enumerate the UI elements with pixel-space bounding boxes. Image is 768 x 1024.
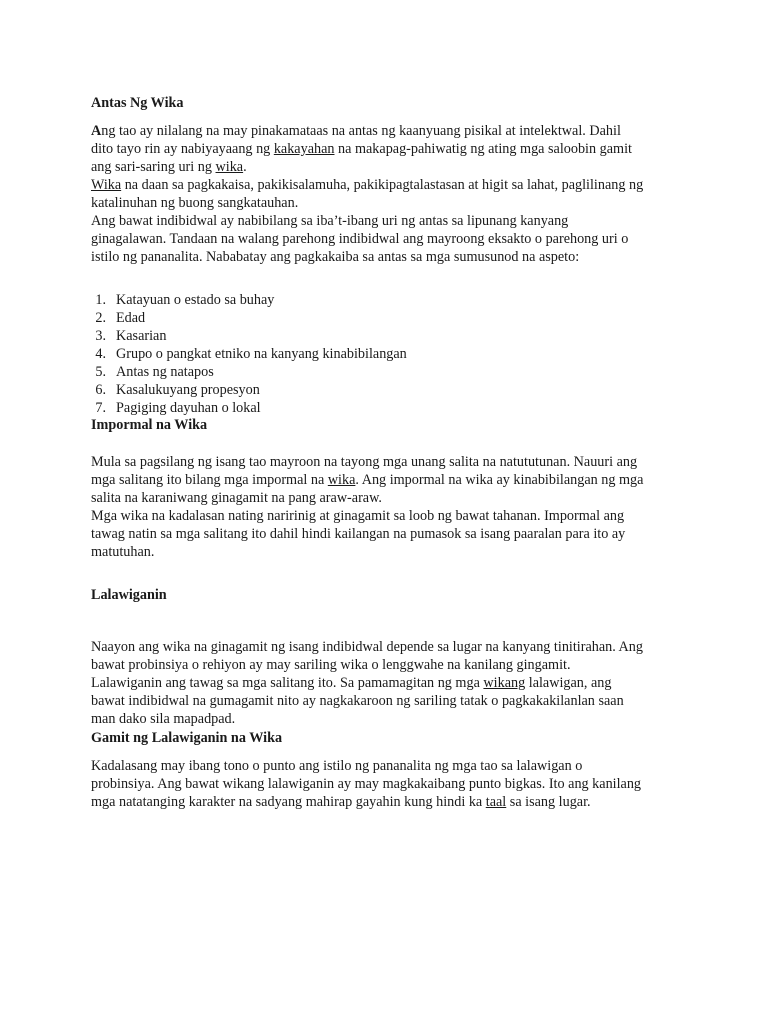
intro-paragraph: Ang tao ay nilalang na may pinakamataas na antas ng kaanyuang pisikal at intelektwal. Dahil dito tayo rin ay nabiyayaang ng kakayahan na makapag-pahiwatig ng ating mga saloobin gamit ang sari-saring uri ng wika. Wika na daan sa pagkakaisa, pakikisalamuha, pakikipagtalastasan at higit sa lahat, paglilinang ng katalinuhan ng buong sangkatauhan. Ang bawat indibidwal ay nabibilang sa iba’t-ibang uri ng antas sa lipunang kanyang ginagalawan. Tandaan na walang parehong indibidwal ang mayroong eksakto o parehong uri o istilo ng pananalita. Nababatay ang pagkakaiba sa antas sa mga sumusunod na aspeto:: [91, 123, 644, 265]
doc-title: Antas Ng Wika: [91, 95, 184, 111]
link-kakayahan[interactable]: kakayahan: [273, 141, 335, 157]
heading-impormal: Impormal na Wika: [91, 417, 208, 433]
list-item: 6. Kasalukuyang propesyon: [95, 382, 260, 398]
link-wika-3[interactable]: wika: [327, 472, 356, 488]
heading-lalawiganin: Lalawiganin: [91, 587, 167, 603]
gamit-paragraph: Kadalasang may ibang tono o punto ang istilo ng pananalita ng mga tao sa lalawigan o probinsiya. Ang bawat wikang lalawiganin ay may magkakaibang punto bigkas. Ito ang kanilang mga natatanging karakter na sadyang mahirap gayahin kung hindi ka taal sa isang lugar.: [91, 758, 642, 810]
aspects-list: [91, 291, 691, 417]
impormal-paragraph: Mula sa pagsilang ng isang tao mayroon na tayong mga unang salita na natututunan. Nauuri ang mga salitang ito bilang mga impormal na wika. Ang impormal na wika ay kinabibilangan ng mga salita na karaniwang ginagamit na pang araw-araw. Mga wika na kadalasan nating naririnig at ginagamit sa loob ng bawat tahanan. Impormal ang tawag natin sa mga salitang ito dahil hindi kailangan na pumasok sa isang paaralan para ito ay matutuhan.: [91, 454, 644, 560]
list-item: 1. Katayuan o estado sa buhay: [95, 292, 275, 308]
heading-gamit: Gamit ng Lalawiganin na Wika: [91, 730, 283, 746]
list-item: 4. Grupo o pangkat etniko na kanyang kinabibilangan: [95, 346, 407, 362]
link-taal[interactable]: taal: [485, 794, 507, 810]
list-item: 3. Kasarian: [95, 328, 167, 344]
list-item: 7. Pagiging dayuhan o lokal: [95, 400, 261, 416]
intro-first-letter: A: [91, 123, 102, 139]
lalawiganin-paragraph: Naayon ang wika na ginagamit ng isang indibidwal depende sa lugar na kanyang tinitirahan. Ang bawat probinsiya o rehiyon ay may sariling wika o lenggwahe na kanilang gingamit. Lalawiganin ang tawag sa mga salitang ito. Sa pamamagitan ng mga wikang lalawigan, ang bawat indibidwal na gumagamit nito ay nagkakaroon ng sariling tatak o pagkakakilanlan saan man dako sila mapadpad.: [91, 639, 643, 727]
link-wikang[interactable]: wikang: [483, 675, 526, 691]
list-item: 5. Antas ng natapos: [95, 364, 214, 380]
list-item: 2. Edad: [95, 310, 146, 326]
link-wika-2[interactable]: Wika: [91, 177, 122, 193]
link-wika[interactable]: wika: [215, 159, 244, 175]
